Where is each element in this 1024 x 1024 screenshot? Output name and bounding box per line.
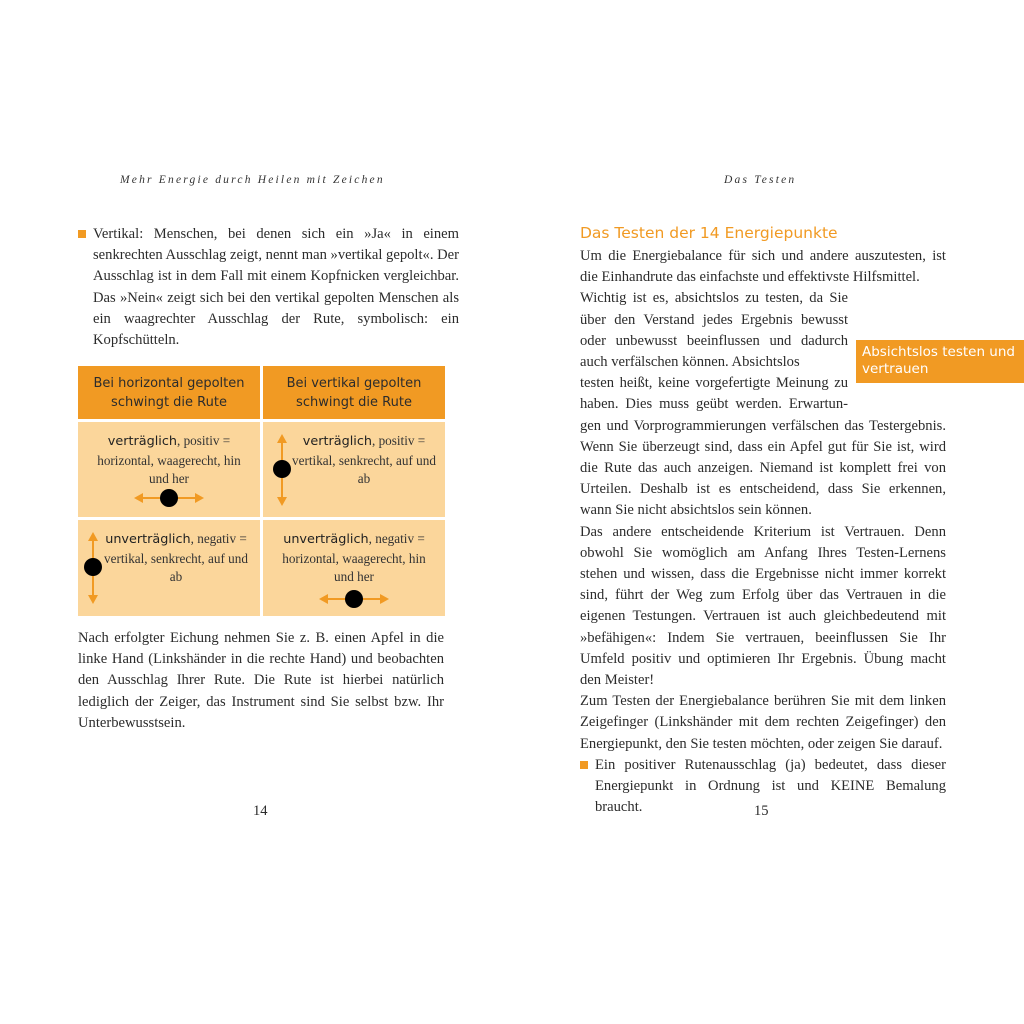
table-cell-vertical-positive <box>263 422 445 517</box>
pendulum-dot-icon <box>345 590 363 608</box>
pendulum-dot-icon <box>160 489 178 507</box>
table-header-vertical: Bei vertikal gepolten schwingt die Rute <box>263 366 445 419</box>
running-head-left: Mehr Energie durch Heilen mit Zeichen <box>120 174 385 186</box>
paragraph-absichtslos-line: haben. Dies muss geübt werden. Erwartun- <box>580 396 848 413</box>
table-header-horizontal: Bei horizontal gepolten schwingt die Rute <box>78 366 260 419</box>
cell-description: , negativ = vertikal, senkrecht, auf und ab <box>104 531 248 584</box>
term-vertraeglich: verträglich <box>107 434 177 449</box>
pendulum-dot-icon <box>273 460 291 478</box>
bullet-text: Ein positiver Rutenausschlag (ja) bedeutet, dass dieser Energiepunkt in Ordnung ist und KEINE Bemalung braucht. <box>595 756 946 816</box>
cell-description: , negativ = horizontal, waagerecht, hin und her <box>282 531 426 584</box>
bullet-square-icon <box>78 230 86 238</box>
bullet-vertikal <box>78 224 459 351</box>
table-cell-vertical-negative <box>263 520 445 616</box>
pendulum-dot-icon <box>84 558 102 576</box>
bullet-square-icon <box>580 761 588 769</box>
page-number-right: 15 <box>754 803 769 819</box>
section-heading: Das Testen der 14 Energiepunkte <box>580 224 838 242</box>
right-page <box>512 0 1024 1024</box>
table-cell-horizontal-positive <box>78 422 260 517</box>
term-vertraeglich: verträglich <box>302 434 372 449</box>
page-number-left: 14 <box>253 803 268 819</box>
running-head-right: Das Testen <box>724 174 797 186</box>
right-body <box>580 246 946 818</box>
table-cell-horizontal-negative <box>78 520 260 616</box>
paragraph-absichtslos-rest: gen und Vorprogrammierungen verfälschen das Testergebnis. Wenn Sie überzeugt sind, dass ein Apfel gut für Sie ist, wird die Rute das auch anzeigen. Niemand ist komplett frei von Urteilen. Deshalb ist es entscheidend, dass Sie erkennen, wann Sie nicht absichtslos sein können. <box>580 417 946 519</box>
paragraph-intro: Um die Energiebalance für sich und andere auszutesten, ist die Einhandrute das einfachste und effektivste Hilfsmittel. <box>580 248 946 286</box>
paragraph-absichtslos-line: testen heißt, keine vorgefertigte Meinung zu <box>580 375 848 392</box>
paragraph-absichtslos-lead: Wichtig ist es, absichtslos zu testen, da Sie über den Verstand jedes Ergebnis bewusst oder unbewusst beeinflussen und dadurch auch verfälschen können. Absichtslos <box>580 290 848 371</box>
polarity-table <box>78 366 445 616</box>
cell-description: , positiv = vertikal, senkrecht, auf und ab <box>292 433 436 486</box>
paragraph-eichung: Nach erfolgter Eichung nehmen Sie z. B. einen Apfel in die linke Hand (Linkshänder in die rechte Hand) und beobachten den Ausschlag Ihrer Rute. Die Rute ist hierbei natürlich lediglich der Zeiger, das Instrument sind Sie selbst bzw. Ihr Unterbewusstsein. <box>78 630 444 731</box>
bullet-text: Vertikal: Menschen, bei denen sich ein »Ja« in einem senkrechten Ausschlag zeigt, nennt man »vertikal gepolt«. Der Ausschlag ist in dem Fall mit einem Kopfnicken vergleichbar. Das »Nein« zeigt sich bei den vertikal gepolten Menschen als ein waagrechter Ausschlag der Rute, symbolisch: ein Kopfschütteln. <box>93 226 459 349</box>
cell-description: , positiv = horizontal, waagerecht, hin und her <box>97 433 241 486</box>
term-unvertraeglich: unverträglich <box>283 532 369 547</box>
term-unvertraeglich: unverträglich <box>105 532 191 547</box>
paragraph-vertrauen: Das andere entscheidende Kriterium ist Vertrauen. Denn obwohl Sie womöglich am Anfang Ihres Testen-Lernens stehen und wissen, dass die Ergebnisse nicht immer korrekt sind, führt der Weg zum Erfolg über das Vertrauen in die eigenen Testungen. Vertrauen ist auch gleichbedeutend mit »befähigen«: Indem Sie vertrauen, beeinflussen Sie Ihr Umfeld positiv und optimieren Ihr Ergebnis. Übung macht den Meister! <box>580 523 946 689</box>
margin-note: Absichtslos testen und vertrauen <box>856 340 1024 383</box>
paragraph-testen: Zum Testen der Energiebalance berühren Sie mit dem linken Zeigefinger (Linkshänder mit dem rechten Zeigefinger) den Energiepunkt, den Sie testen möchten, oder zeigen Sie darauf. <box>580 693 946 752</box>
